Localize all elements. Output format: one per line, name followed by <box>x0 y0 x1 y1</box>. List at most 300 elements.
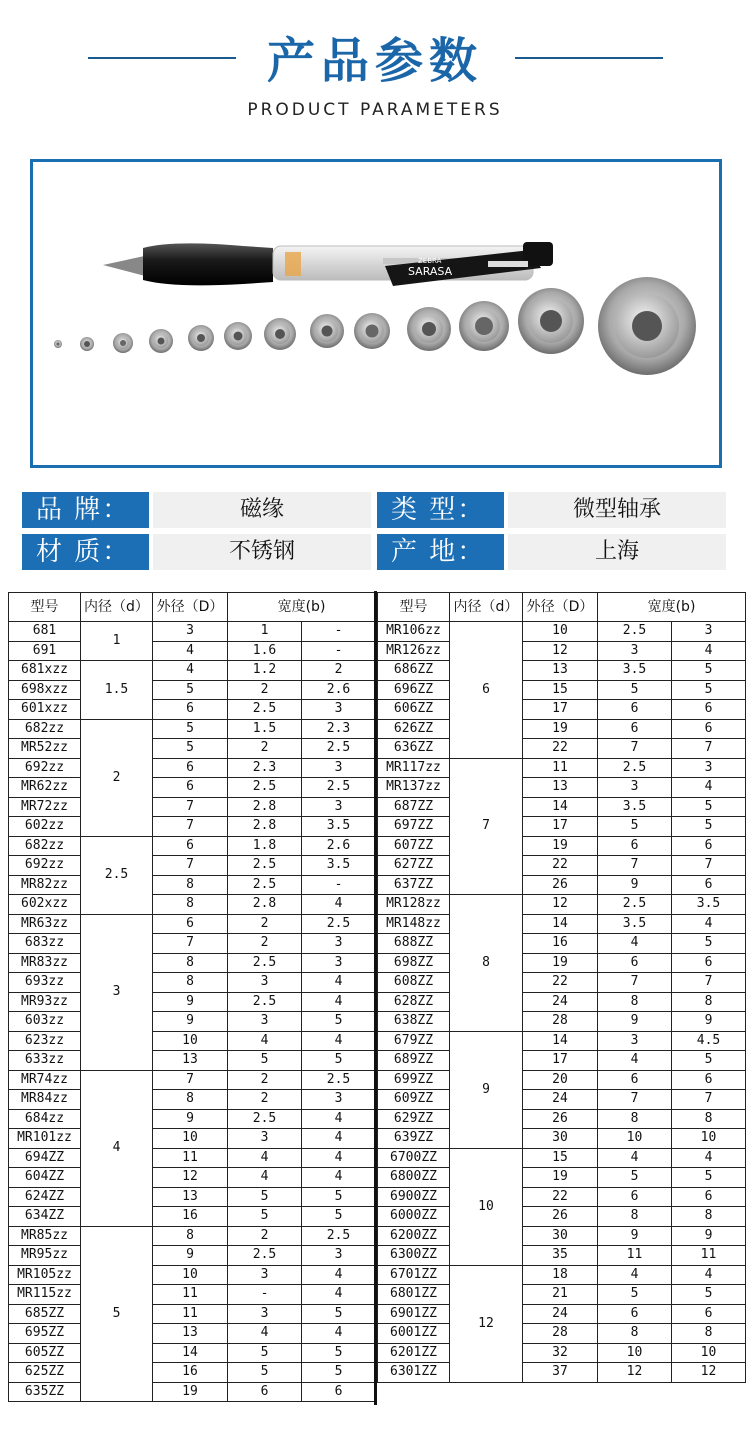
width-cell-b: 6 <box>672 719 746 739</box>
table-divider <box>374 591 377 1405</box>
outer-diameter-cell: 12 <box>153 1168 228 1188</box>
table-row <box>9 1363 376 1383</box>
bearing-12 <box>518 288 584 354</box>
table-row <box>9 1285 376 1305</box>
width-cell-a: 2 <box>228 1070 302 1090</box>
table-row <box>9 992 376 1012</box>
width-cell-b: 5 <box>672 1168 746 1188</box>
width-cell-b: - <box>302 641 376 661</box>
table-row <box>378 680 746 700</box>
outer-diameter-cell: 8 <box>153 875 228 895</box>
width-cell-b: 2.3 <box>302 719 376 739</box>
outer-diameter-cell: 9 <box>153 1109 228 1129</box>
model-cell: 624ZZ <box>9 1187 81 1207</box>
type-label: 类 型： <box>377 492 504 528</box>
width-cell-b: 3 <box>302 758 376 778</box>
model-cell: MR105zz <box>9 1265 81 1285</box>
outer-diameter-cell: 22 <box>523 1187 598 1207</box>
table-row <box>9 953 376 973</box>
spec-table-right <box>377 592 746 1383</box>
spec-table-left <box>8 592 376 1402</box>
width-cell-b: 4 <box>672 1148 746 1168</box>
model-cell: MR117zz <box>378 758 450 778</box>
width-cell-b: - <box>302 875 376 895</box>
width-cell-b: 7 <box>672 1090 746 1110</box>
outer-diameter-cell: 6 <box>153 836 228 856</box>
width-cell-a: 2 <box>228 914 302 934</box>
table-header-row <box>378 593 746 622</box>
width-cell-b: 5 <box>672 661 746 681</box>
outer-diameter-cell: 7 <box>153 934 228 954</box>
outer-diameter-cell: 14 <box>153 1343 228 1363</box>
table-row <box>378 895 746 915</box>
model-cell: MR95zz <box>9 1246 81 1266</box>
page-title: 产品参数 <box>266 33 483 89</box>
outer-diameter-cell: 26 <box>523 875 598 895</box>
width-cell-a: 5 <box>228 1363 302 1383</box>
table-row <box>9 1304 376 1324</box>
model-cell: MR106zz <box>378 622 450 642</box>
model-cell: MR137zz <box>378 778 450 798</box>
width-cell-a: 3.5 <box>598 914 672 934</box>
table-row <box>378 1090 746 1110</box>
model-cell: MR85zz <box>9 1226 81 1246</box>
width-cell-b: 2.5 <box>302 914 376 934</box>
outer-diameter-cell: 11 <box>153 1148 228 1168</box>
width-cell-a: 2.5 <box>228 856 302 876</box>
model-cell: 6900ZZ <box>378 1187 450 1207</box>
outer-diameter-cell: 9 <box>153 1246 228 1266</box>
table-row <box>378 817 746 837</box>
width-cell-b: 3 <box>302 797 376 817</box>
outer-diameter-cell: 17 <box>523 700 598 720</box>
table-row <box>378 1148 746 1168</box>
bearing-3 <box>113 333 133 353</box>
outer-diameter-cell: 24 <box>523 1304 598 1324</box>
model-cell: MR126zz <box>378 641 450 661</box>
width-cell-a: 10 <box>598 1343 672 1363</box>
width-cell-b: 5 <box>302 1363 376 1383</box>
width-cell-b: 5 <box>672 680 746 700</box>
width-cell-b: 2.5 <box>302 739 376 759</box>
table-row <box>9 1148 376 1168</box>
width-cell-b: 4 <box>302 1265 376 1285</box>
table-row <box>378 875 746 895</box>
model-cell: 692zz <box>9 758 81 778</box>
width-cell-b: 10 <box>672 1343 746 1363</box>
model-cell: 6301ZZ <box>378 1363 450 1383</box>
model-cell: 638ZZ <box>378 1012 450 1032</box>
model-cell: 689ZZ <box>378 1051 450 1071</box>
outer-diameter-cell: 10 <box>153 1129 228 1149</box>
model-cell: 635ZZ <box>9 1382 81 1402</box>
table-row <box>378 1285 746 1305</box>
table-row <box>378 1168 746 1188</box>
inner-diameter-cell: 1 <box>81 622 153 661</box>
width-cell-b: 5 <box>672 797 746 817</box>
model-cell: 696ZZ <box>378 680 450 700</box>
outer-diameter-cell: 16 <box>153 1207 228 1227</box>
info-row-2 <box>22 534 730 570</box>
width-cell-a: 2.5 <box>598 895 672 915</box>
width-cell-a: 2.8 <box>228 895 302 915</box>
outer-diameter-cell: 18 <box>523 1265 598 1285</box>
outer-diameter-cell: 16 <box>523 934 598 954</box>
outer-diameter-cell: 9 <box>153 992 228 1012</box>
table-row <box>9 934 376 954</box>
width-cell-a: 3 <box>228 1265 302 1285</box>
table-row <box>9 641 376 661</box>
width-cell-a: 1 <box>228 622 302 642</box>
width-cell-a: 11 <box>598 1246 672 1266</box>
model-cell: 639ZZ <box>378 1129 450 1149</box>
table-row <box>378 992 746 1012</box>
width-cell-a: 4 <box>228 1148 302 1168</box>
outer-diameter-cell: 35 <box>523 1246 598 1266</box>
width-cell-a: 1.5 <box>228 719 302 739</box>
width-cell-a: 6 <box>598 1070 672 1090</box>
width-cell-b: 5 <box>302 1343 376 1363</box>
table-row <box>378 1265 746 1285</box>
width-cell-a: 1.2 <box>228 661 302 681</box>
model-cell: 682zz <box>9 719 81 739</box>
material-value: 不锈钢 <box>153 534 371 570</box>
width-cell-b: 9 <box>672 1226 746 1246</box>
model-cell: 698xzz <box>9 680 81 700</box>
width-cell-a: 2 <box>228 739 302 759</box>
width-cell-b: 2.5 <box>302 1226 376 1246</box>
model-cell: MR74zz <box>9 1070 81 1090</box>
outer-diameter-cell: 13 <box>153 1324 228 1344</box>
model-cell: 603zz <box>9 1012 81 1032</box>
model-cell: 697ZZ <box>378 817 450 837</box>
bearing-4 <box>149 329 173 353</box>
bearing-13 <box>598 277 696 375</box>
table-row <box>9 1012 376 1032</box>
inner-diameter-cell: 5 <box>81 1226 153 1402</box>
outer-diameter-cell: 28 <box>523 1012 598 1032</box>
outer-diameter-cell: 19 <box>523 719 598 739</box>
outer-diameter-cell: 30 <box>523 1129 598 1149</box>
model-cell: 691 <box>9 641 81 661</box>
width-cell-b: 4 <box>302 992 376 1012</box>
table-row <box>9 1168 376 1188</box>
model-cell: MR72zz <box>9 797 81 817</box>
bearing-9 <box>354 313 390 349</box>
outer-diameter-cell: 7 <box>153 797 228 817</box>
table-row <box>9 1129 376 1149</box>
width-cell-b: 3 <box>672 758 746 778</box>
width-cell-a: 9 <box>598 875 672 895</box>
model-cell: 609ZZ <box>378 1090 450 1110</box>
width-cell-b: 2.5 <box>302 1070 376 1090</box>
inner-diameter-cell: 9 <box>450 1031 523 1148</box>
width-cell-b: 10 <box>672 1129 746 1149</box>
origin-label: 产 地： <box>377 534 504 570</box>
outer-diameter-cell: 12 <box>523 895 598 915</box>
width-cell-b: 4 <box>302 1129 376 1149</box>
table-row <box>378 739 746 759</box>
outer-diameter-cell: 14 <box>523 914 598 934</box>
header-outer-diameter: 外径（D） <box>523 593 598 622</box>
outer-diameter-cell: 5 <box>153 739 228 759</box>
origin-value: 上海 <box>508 534 726 570</box>
width-cell-a: 6 <box>598 1187 672 1207</box>
width-cell-a: 6 <box>598 700 672 720</box>
model-cell: 607ZZ <box>378 836 450 856</box>
outer-diameter-cell: 5 <box>153 719 228 739</box>
width-cell-b: 3 <box>302 953 376 973</box>
width-cell-a: 7 <box>598 856 672 876</box>
width-cell-a: 2.5 <box>228 992 302 1012</box>
width-cell-a: 3 <box>228 973 302 993</box>
inner-diameter-cell: 4 <box>81 1070 153 1226</box>
width-cell-b: 4 <box>302 1148 376 1168</box>
outer-diameter-cell: 3 <box>153 622 228 642</box>
outer-diameter-cell: 24 <box>523 992 598 1012</box>
outer-diameter-cell: 13 <box>153 1051 228 1071</box>
width-cell-a: 7 <box>598 973 672 993</box>
width-cell-b: 2 <box>302 661 376 681</box>
table-row <box>378 1363 746 1383</box>
outer-diameter-cell: 14 <box>523 1031 598 1051</box>
model-cell: MR128zz <box>378 895 450 915</box>
table-row <box>378 661 746 681</box>
outer-diameter-cell: 16 <box>153 1363 228 1383</box>
outer-diameter-cell: 10 <box>153 1031 228 1051</box>
inner-diameter-cell: 2 <box>81 719 153 836</box>
width-cell-a: 4 <box>598 1265 672 1285</box>
model-cell: MR82zz <box>9 875 81 895</box>
width-cell-b: 2.5 <box>302 778 376 798</box>
table-row <box>378 1051 746 1071</box>
width-cell-a: 3 <box>598 641 672 661</box>
width-cell-a: 2.5 <box>228 1246 302 1266</box>
header-inner-diameter: 内径（d） <box>81 593 153 622</box>
width-cell-b: 6 <box>672 1187 746 1207</box>
outer-diameter-cell: 7 <box>153 817 228 837</box>
outer-diameter-cell: 26 <box>523 1109 598 1129</box>
model-cell: 601xzz <box>9 700 81 720</box>
width-cell-b: 3 <box>302 1246 376 1266</box>
table-row <box>9 1070 376 1090</box>
outer-diameter-cell: 24 <box>523 1090 598 1110</box>
width-cell-a: 2.5 <box>598 758 672 778</box>
width-cell-a: 5 <box>598 680 672 700</box>
width-cell-a: 4 <box>598 934 672 954</box>
table-row <box>378 778 746 798</box>
width-cell-b: 3.5 <box>302 817 376 837</box>
width-cell-b: 3 <box>302 934 376 954</box>
width-cell-a: 6 <box>228 1382 302 1402</box>
model-cell: 6000ZZ <box>378 1207 450 1227</box>
width-cell-a: 4 <box>598 1148 672 1168</box>
width-cell-a: 4 <box>598 1051 672 1071</box>
outer-diameter-cell: 21 <box>523 1285 598 1305</box>
width-cell-a: 3.5 <box>598 661 672 681</box>
width-cell-b: 9 <box>672 1012 746 1032</box>
model-cell: 692zz <box>9 856 81 876</box>
model-cell: 683zz <box>9 934 81 954</box>
table-row <box>9 1109 376 1129</box>
width-cell-b: 4 <box>302 1109 376 1129</box>
model-cell: MR52zz <box>9 739 81 759</box>
width-cell-b: 6 <box>672 953 746 973</box>
table-row <box>9 914 376 934</box>
model-cell: 633zz <box>9 1051 81 1071</box>
model-cell: MR83zz <box>9 953 81 973</box>
model-cell: 6300ZZ <box>378 1246 450 1266</box>
width-cell-b: 4 <box>302 1285 376 1305</box>
width-cell-a: 2.5 <box>228 778 302 798</box>
header-inner-diameter: 内径（d） <box>450 593 523 622</box>
table-row <box>378 1129 746 1149</box>
table-row <box>9 797 376 817</box>
width-cell-b: 12 <box>672 1363 746 1383</box>
table-row <box>378 1246 746 1266</box>
outer-diameter-cell: 37 <box>523 1363 598 1383</box>
model-cell: 6901ZZ <box>378 1304 450 1324</box>
width-cell-b: 5 <box>302 1187 376 1207</box>
model-cell: 606ZZ <box>378 700 450 720</box>
width-cell-b: 5 <box>672 1285 746 1305</box>
width-cell-a: 5 <box>228 1187 302 1207</box>
width-cell-b: 4 <box>672 914 746 934</box>
width-cell-b: 4 <box>672 1265 746 1285</box>
table-row <box>9 758 376 778</box>
table-row <box>9 895 376 915</box>
table-row <box>9 1265 376 1285</box>
table-row <box>378 1324 746 1344</box>
model-cell: 6200ZZ <box>378 1226 450 1246</box>
width-cell-a: 5 <box>598 817 672 837</box>
width-cell-b: 5 <box>302 1207 376 1227</box>
inner-diameter-cell: 6 <box>450 622 523 759</box>
model-cell: MR84zz <box>9 1090 81 1110</box>
width-cell-b: - <box>302 622 376 642</box>
outer-diameter-cell: 13 <box>153 1187 228 1207</box>
bearing-8 <box>310 314 344 348</box>
table-row <box>9 1207 376 1227</box>
model-cell: 626ZZ <box>378 719 450 739</box>
inner-diameter-cell: 12 <box>450 1265 523 1382</box>
table-row <box>9 1090 376 1110</box>
model-cell: 623zz <box>9 1031 81 1051</box>
model-cell: 6001ZZ <box>378 1324 450 1344</box>
model-cell: MR93zz <box>9 992 81 1012</box>
width-cell-b: 4 <box>672 641 746 661</box>
table-row <box>9 700 376 720</box>
outer-diameter-cell: 4 <box>153 641 228 661</box>
table-row <box>378 836 746 856</box>
table-row <box>378 953 746 973</box>
model-cell: 602zz <box>9 817 81 837</box>
table-row <box>9 1343 376 1363</box>
model-cell: 636ZZ <box>378 739 450 759</box>
table-row <box>378 1031 746 1051</box>
width-cell-a: 2 <box>228 680 302 700</box>
pen-brand-text: ZEBRA <box>418 257 442 265</box>
model-cell: 698ZZ <box>378 953 450 973</box>
model-cell: 693zz <box>9 973 81 993</box>
table-row <box>9 622 376 642</box>
width-cell-b: 6 <box>672 836 746 856</box>
width-cell-a: 3 <box>228 1304 302 1324</box>
width-cell-a: 9 <box>598 1012 672 1032</box>
model-cell: MR63zz <box>9 914 81 934</box>
outer-diameter-cell: 15 <box>523 680 598 700</box>
model-cell: MR115zz <box>9 1285 81 1305</box>
model-cell: MR148zz <box>378 914 450 934</box>
outer-diameter-cell: 26 <box>523 1207 598 1227</box>
table-row <box>9 719 376 739</box>
model-cell: 682zz <box>9 836 81 856</box>
model-cell: 6701ZZ <box>378 1265 450 1285</box>
outer-diameter-cell: 8 <box>153 1226 228 1246</box>
outer-diameter-cell: 6 <box>153 778 228 798</box>
table-row <box>378 1187 746 1207</box>
outer-diameter-cell: 17 <box>523 817 598 837</box>
model-cell: 6800ZZ <box>378 1168 450 1188</box>
width-cell-a: 6 <box>598 1304 672 1324</box>
outer-diameter-cell: 14 <box>523 797 598 817</box>
width-cell-a: 5 <box>228 1051 302 1071</box>
table-row <box>378 1012 746 1032</box>
width-cell-a: 8 <box>598 992 672 1012</box>
type-value: 微型轴承 <box>508 492 726 528</box>
width-cell-b: 4 <box>302 895 376 915</box>
outer-diameter-cell: 6 <box>153 700 228 720</box>
table-row <box>378 719 746 739</box>
table-row <box>9 1187 376 1207</box>
pen-illustration <box>103 242 553 286</box>
inner-diameter-cell: 7 <box>450 758 523 895</box>
outer-diameter-cell: 22 <box>523 973 598 993</box>
table-row <box>378 1226 746 1246</box>
outer-diameter-cell: 11 <box>153 1304 228 1324</box>
width-cell-a: 6 <box>598 836 672 856</box>
width-cell-a: 2.5 <box>228 875 302 895</box>
page-subtitle: PRODUCT PARAMETERS <box>247 100 503 120</box>
width-cell-b: 4 <box>672 778 746 798</box>
width-cell-a: 8 <box>598 1324 672 1344</box>
width-cell-b: 4 <box>302 1031 376 1051</box>
outer-diameter-cell: 22 <box>523 739 598 759</box>
width-cell-a: 8 <box>598 1207 672 1227</box>
inner-diameter-cell: 3 <box>81 914 153 1070</box>
width-cell-b: 8 <box>672 1207 746 1227</box>
width-cell-a: 1.8 <box>228 836 302 856</box>
width-cell-b: 5 <box>672 817 746 837</box>
width-cell-b: 6 <box>672 1304 746 1324</box>
outer-diameter-cell: 6 <box>153 758 228 778</box>
outer-diameter-cell: 10 <box>153 1265 228 1285</box>
width-cell-b: 5 <box>302 1012 376 1032</box>
width-cell-b: 4 <box>302 973 376 993</box>
table-row <box>9 1226 376 1246</box>
outer-diameter-cell: 8 <box>153 953 228 973</box>
outer-diameter-cell: 19 <box>523 953 598 973</box>
table-row <box>378 758 746 778</box>
material-label: 材 质： <box>22 534 149 570</box>
pen-model-text: SARASA <box>408 265 453 278</box>
width-cell-a: 4 <box>228 1324 302 1344</box>
model-cell: 685ZZ <box>9 1304 81 1324</box>
model-cell: 6700ZZ <box>378 1148 450 1168</box>
outer-diameter-cell: 7 <box>153 856 228 876</box>
outer-diameter-cell: 6 <box>153 914 228 934</box>
width-cell-b: 3 <box>672 622 746 642</box>
